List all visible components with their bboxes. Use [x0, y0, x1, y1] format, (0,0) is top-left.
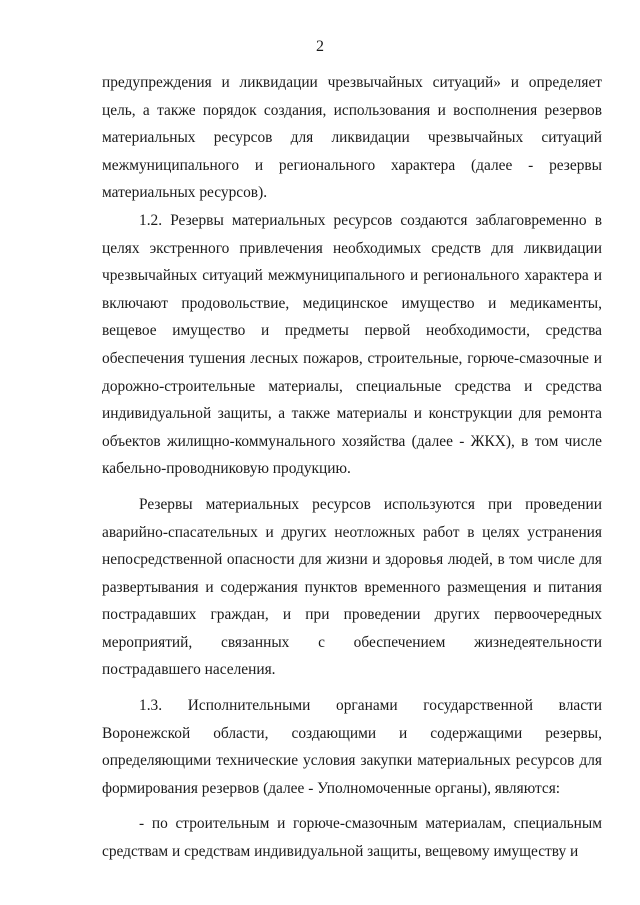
paragraph-1-3: 1.3. Исполнительными органами государственной власти Воронежской области, создающими и содержащими резервы, определяющими технические условия закупки материальных ресурсов для формирования резервов (далее - Уполномоченные органы), являются: — [102, 697, 602, 797]
paragraph-continuation: предупреждения и ликвидации чрезвычайных ситуаций» и определяет цель, а также порядок создания, использования и восполнения резервов материальных ресурсов для ликвидации чрезвычайных ситуаций межмуниципального и регионального характера (далее - резервы материальных ресурсов). — [102, 74, 602, 202]
document-body — [102, 69, 602, 866]
paragraph-list-item: - по строительным и горюче-смазочным материалам, специальным средствам и средствам индивидуальной защиты, вещевому имуществу и — [102, 815, 602, 861]
paragraph-reserves-usage: Резервы материальных ресурсов используются при проведении аварийно-спасательных и других неотложных работ в целях устранения непосредственной опасности для жизни и здоровья людей, в том числе для развертывания и содержания пунктов временного размещения и питания пострадавших граждан, и при проведении других первоочередных мероприятий, связанных с обеспечением жизнедеятельности пострадавшего населения. — [102, 495, 602, 679]
page-number: 2 — [316, 38, 324, 55]
paragraph-1-2: 1.2. Резервы материальных ресурсов создаются заблаговременно в целях экстренного привлечения необходимых средств для ликвидации чрезвычайных ситуаций межмуниципального и регионального характера и включают продовольствие, медицинское имущество и медикаменты, вещевое имущество и предметы первой необходимости, средства обеспечения тушения лесных пожаров, строительные, горюче-смазочные и дорожно-строительные материалы, специальные средства и средства индивидуальной защиты, а также материалы и конструкции для ремонта объектов жилищно-коммунального хозяйства (далее - ЖКХ), в том числе кабельно-проводниковую продукцию. — [102, 211, 602, 478]
